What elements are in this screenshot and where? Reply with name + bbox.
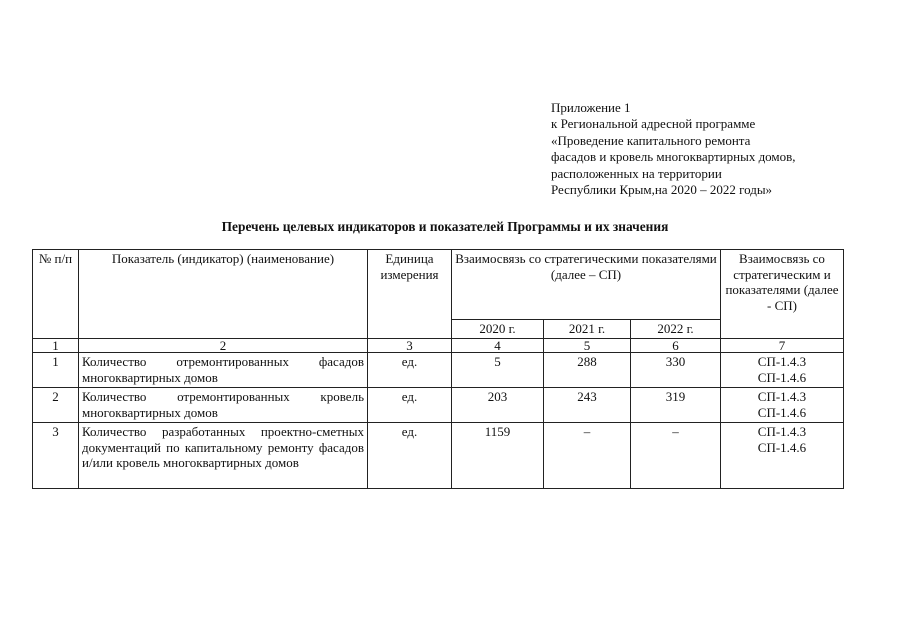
sp-code: СП-1.4.6 xyxy=(757,369,807,385)
column-number: 5 xyxy=(544,339,631,353)
appendix-line: к Региональной адресной программе xyxy=(551,116,756,132)
row-unit: ед. xyxy=(368,423,452,489)
sp-code: СП-1.4.3 xyxy=(757,424,807,439)
header-unit: Единица измерения xyxy=(368,250,452,339)
header-indicator: Показатель (индикатор) (наименование) xyxy=(79,250,368,339)
sp-code: СП-1.4.3 xyxy=(757,389,807,404)
appendix-line: фасадов и кровель многоквартирных домов, xyxy=(551,149,796,165)
row-sp xyxy=(721,423,844,489)
row-value-2020: 203 xyxy=(452,388,544,423)
column-number: 7 xyxy=(721,339,844,353)
row-value-2021: 288 xyxy=(544,353,631,388)
row-num: 3 xyxy=(33,423,79,489)
sp-code: СП-1.4.6 xyxy=(757,404,807,420)
header-year-2020: 2020 г. xyxy=(452,320,544,339)
row-value-2022: – xyxy=(631,423,721,489)
row-num: 2 xyxy=(33,388,79,423)
indicators-table xyxy=(32,249,844,489)
header-year-2021: 2021 г. xyxy=(544,320,631,339)
row-value-2020: 1159 xyxy=(452,423,544,489)
row-value-2020: 5 xyxy=(452,353,544,388)
header-link-group: Взаимосвязь со стратегическими показателями (далее – СП) xyxy=(452,250,721,320)
appendix-line: «Проведение капитального ремонта xyxy=(551,132,751,148)
column-number: 3 xyxy=(368,339,452,353)
header-year-2022: 2022 г. xyxy=(631,320,721,339)
row-sp xyxy=(721,388,844,423)
appendix-line: Приложение 1 xyxy=(551,100,631,115)
appendix-block xyxy=(551,100,851,198)
row-sp xyxy=(721,353,844,388)
row-indicator: Количество отремонтированных фасадов многоквартирных домов xyxy=(79,353,368,388)
appendix-line: Республики Крым,на 2020 – 2022 годы» xyxy=(551,182,773,198)
row-indicator: Количество разработанных проектно-сметных документаций по капитальному ремонту фасадов и/или кровель многоквартирных домов xyxy=(79,423,368,489)
header-link-sp: Взаимосвязь со стратегическим и показателями (далее - СП) xyxy=(721,250,844,339)
document-title: Перечень целевых индикаторов и показателей Программы и их значения xyxy=(221,219,669,234)
row-num: 1 xyxy=(33,353,79,388)
table-row xyxy=(33,388,844,423)
appendix-line: расположенных на территории xyxy=(551,165,722,181)
table-row xyxy=(33,423,844,489)
column-number: 1 xyxy=(33,339,79,353)
header-num: № п/п xyxy=(33,250,79,339)
row-unit: ед. xyxy=(368,353,452,388)
row-value-2021: 243 xyxy=(544,388,631,423)
row-unit: ед. xyxy=(368,388,452,423)
column-number: 6 xyxy=(631,339,721,353)
sp-code: СП-1.4.3 xyxy=(757,354,807,369)
row-value-2022: 330 xyxy=(631,353,721,388)
sp-code: СП-1.4.6 xyxy=(757,439,807,455)
row-value-2022: 319 xyxy=(631,388,721,423)
column-numbers-row xyxy=(33,339,844,353)
row-value-2021: – xyxy=(544,423,631,489)
table-row xyxy=(33,353,844,388)
row-indicator: Количество отремонтированных кровель многоквартирных домов xyxy=(79,388,368,423)
header-row xyxy=(33,250,844,320)
column-number: 4 xyxy=(452,339,544,353)
column-number: 2 xyxy=(79,339,368,353)
